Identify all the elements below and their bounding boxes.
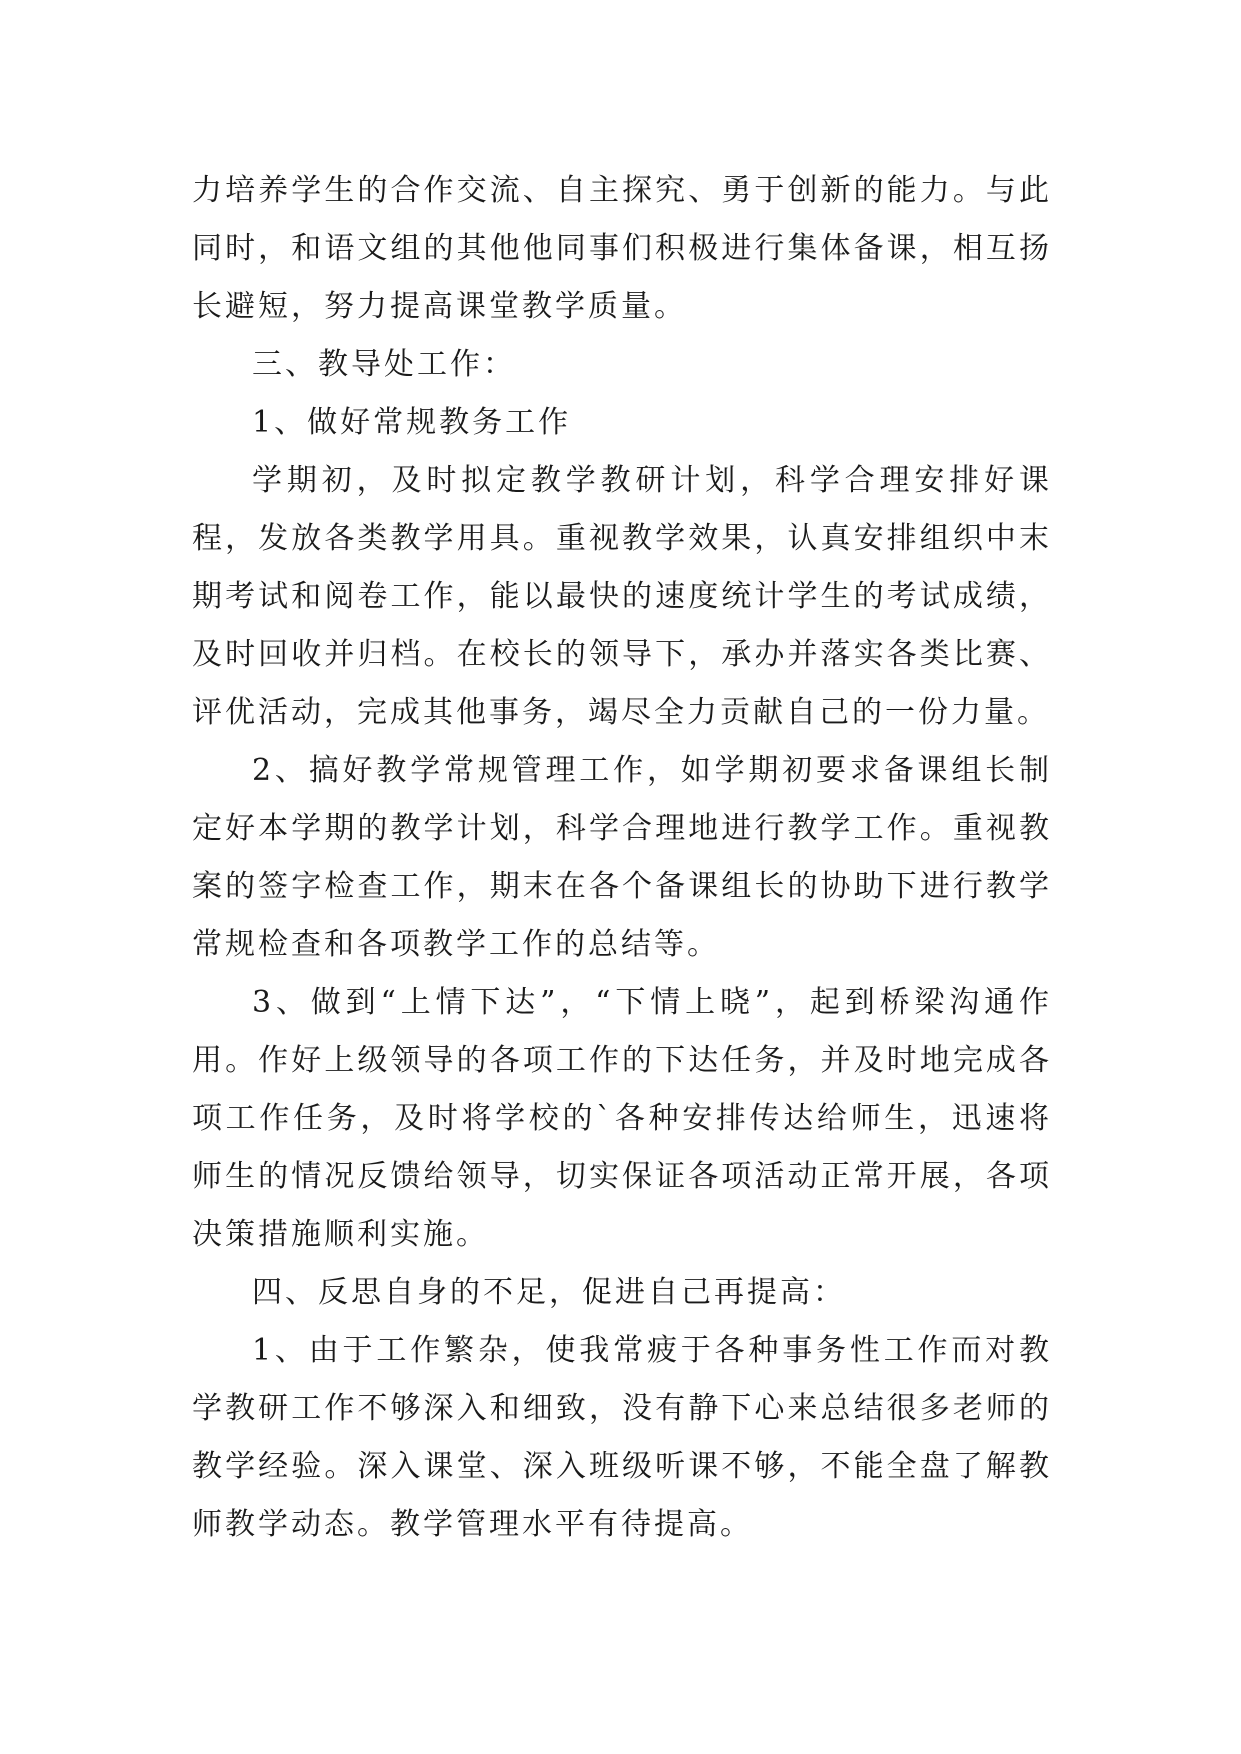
section-heading-reflection: 四、反思自身的不足，促进自己再提高： bbox=[252, 1275, 846, 1310]
paragraph-shortcomings: 1、由于工作繁杂，使我常疲于各种事务性工作而对教学教研工作不够深入和细致，没有静下心来总结很多老师的教学经验。深入课堂、深入班级听课不够，不能全盘了解教师教学动态。教学管理水平有待提高。 bbox=[192, 1333, 1052, 1542]
paragraph-teaching-routine: 2、搞好教学常规管理工作，如学期初要求备课组长制定好本学期的教学计划，科学合理地进行教学工作。重视教案的签字检查工作，期末在各个备课组长的协助下进行教学常规检查和各项教学工作的总结等。 bbox=[192, 753, 1052, 962]
subheading-routine-affairs: 1、做好常规教务工作 bbox=[252, 405, 572, 440]
paragraph-continuation: 力培养学生的合作交流、自主探究、勇于创新的能力。与此同时，和语文组的其他他同事们积极进行集体备课，相互扬长避短，努力提高课堂教学质量。 bbox=[192, 173, 1052, 324]
document-body bbox=[192, 162, 1052, 1554]
section-heading-academic-affairs: 三、教导处工作： bbox=[252, 347, 516, 382]
paragraph-semester-start: 学期初，及时拟定教学教研计划，科学合理安排好课程，发放各类教学用具。重视教学效果，认真安排组织中末期考试和阅卷工作，能以最快的速度统计学生的考试成绩，及时回收并归档。在校长的领导下，承办并落实各类比赛、评优活动，完成其他事务，竭尽全力贡献自己的一份力量。 bbox=[192, 463, 1052, 730]
paragraph-communication: 3、做到“上情下达”，“下情上晓”，起到桥梁沟通作用。作好上级领导的各项工作的下达任务，并及时地完成各项工作任务，及时将学校的`各种安排传达给师生，迅速将师生的情况反馈给领导，切实保证各项活动正常开展，各项决策措施顺利实施。 bbox=[192, 985, 1052, 1252]
